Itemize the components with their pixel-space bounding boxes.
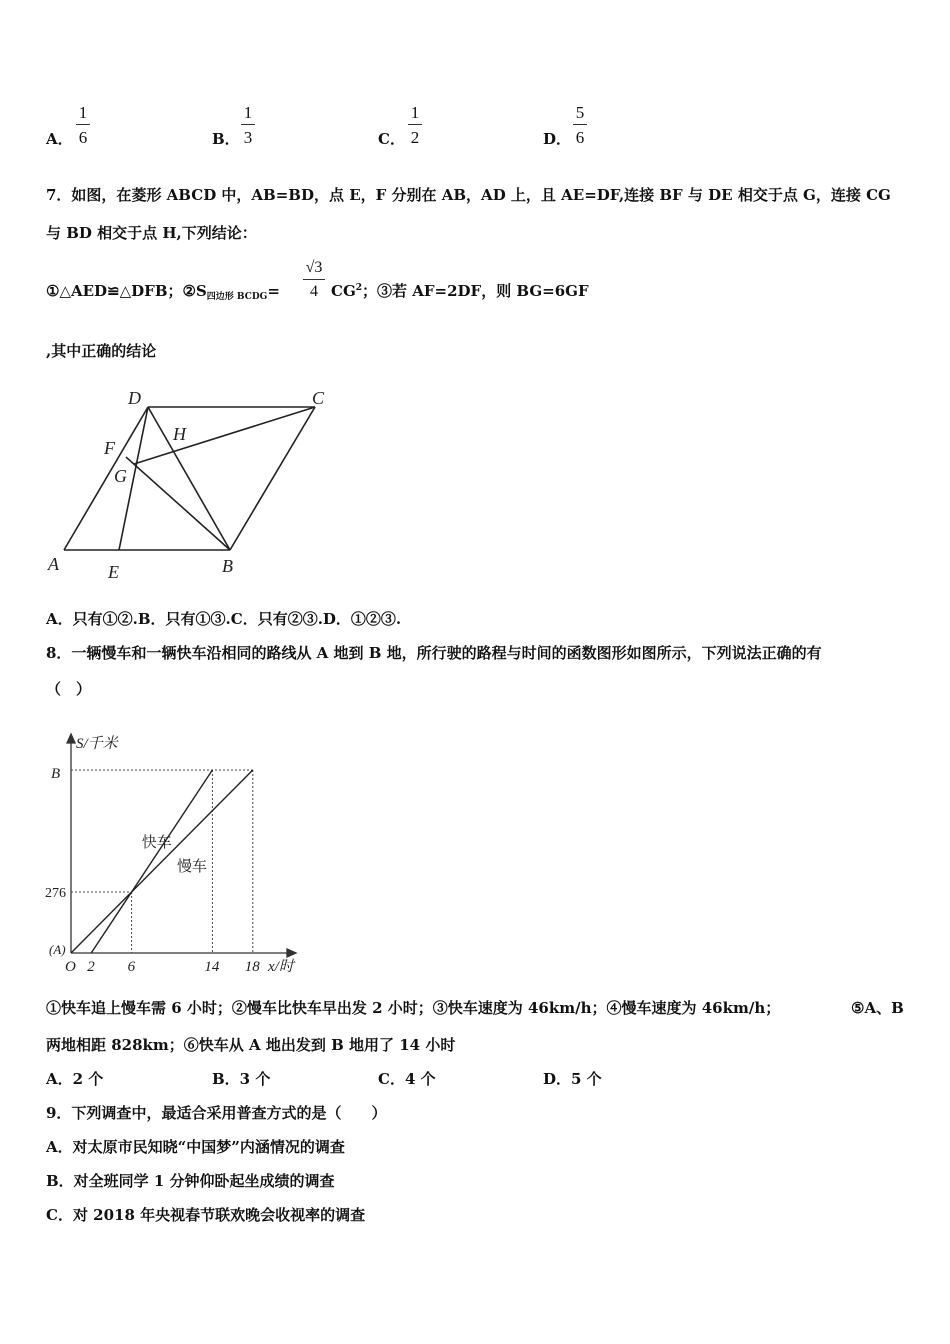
segment-bf bbox=[126, 457, 230, 550]
q8-option-b: B．3 个 bbox=[212, 1070, 271, 1088]
q8-statements-line2: 两地相距 828km；⑥快车从 A 地出发到 B 地用了 14 小时 bbox=[46, 1036, 456, 1054]
x-tick-label: 6 bbox=[127, 959, 136, 975]
q7-sqrt3-fraction bbox=[303, 260, 325, 300]
q8-question-line2: （ ） bbox=[46, 680, 92, 698]
label-e: E bbox=[108, 562, 119, 582]
q7-conclusion-part3: ；③若 AF=2DF，则 BG=6GF bbox=[362, 282, 589, 300]
sqrt3-numerator: √3 bbox=[305, 259, 323, 276]
denominator: 4 bbox=[310, 283, 318, 300]
q6-option-a-fraction bbox=[76, 104, 90, 146]
label-a: A bbox=[48, 554, 59, 574]
q8-question-line1: 8．一辆慢车和一辆快车沿相同的路线从 A 地到 B 地，所行驶的路程与时间的函数图形如图所示，下列说法正确的有 bbox=[46, 644, 822, 662]
q7-conclusion-cg: CG bbox=[331, 282, 356, 300]
y-axis-title: S/千米 bbox=[76, 736, 118, 752]
q7-conclusions bbox=[46, 282, 280, 302]
x-axis-title: x/时 bbox=[268, 959, 294, 975]
series-label-fast-car: 快车 bbox=[141, 834, 172, 851]
q9-option-c: C．对 2018 年央视春节联欢晚会收视率的调查 bbox=[46, 1206, 366, 1224]
q7-rhombus-figure bbox=[40, 382, 340, 587]
start-point-label: (A) bbox=[49, 942, 66, 957]
q6-option-b-fraction bbox=[241, 104, 255, 146]
q6-option-c-fraction bbox=[408, 104, 422, 146]
label-h: H bbox=[173, 424, 186, 444]
q7-conclusion-eq: = bbox=[267, 282, 280, 300]
origin-label: O bbox=[65, 959, 76, 975]
label-g: G bbox=[114, 466, 127, 486]
q8-distance-time-chart bbox=[40, 728, 310, 983]
y-axis-arrow bbox=[67, 734, 75, 743]
denominator: 6 bbox=[78, 128, 88, 147]
y-top-label: B bbox=[51, 766, 61, 782]
q8-statement-5-start: ⑤A、B bbox=[851, 999, 904, 1017]
denominator: 6 bbox=[575, 128, 585, 147]
side-bc bbox=[230, 407, 315, 550]
q6-option-d-fraction bbox=[573, 104, 587, 146]
q6-option-c-label: C． bbox=[378, 130, 405, 148]
q7-conclusion-sup: 2 bbox=[355, 283, 363, 293]
numerator: 1 bbox=[243, 103, 253, 122]
q6-option-a-label: A． bbox=[46, 130, 73, 148]
x-tick-label: 2 bbox=[87, 959, 95, 975]
q7-question-line1: 7．如图，在菱形 ABCD 中，AB=BD，点 E，F 分别在 AB，AD 上，且 AE=DF,连接 BF 与 DE 相交于点 G，连接 CG bbox=[46, 186, 891, 204]
q7-prompt: ,其中正确的结论 bbox=[46, 342, 157, 360]
segment-bd bbox=[148, 407, 230, 550]
x-axis-arrow bbox=[287, 949, 296, 957]
q9-option-b: B．对全班同学 1 分钟仰卧起坐成绩的调查 bbox=[46, 1172, 335, 1190]
denominator: 2 bbox=[410, 128, 420, 147]
series-label-slow-car: 慢车 bbox=[177, 859, 208, 876]
label-d: D bbox=[128, 388, 141, 408]
q7-question-line2: 与 BD 相交于点 H,下列结论： bbox=[46, 224, 257, 242]
q6-option-d-label: D． bbox=[543, 130, 572, 148]
series-line-slow-car bbox=[71, 770, 253, 953]
q8-option-c: C．4 个 bbox=[378, 1070, 436, 1088]
x-tick-label: 18 bbox=[244, 959, 260, 975]
q8-option-a: A．2 个 bbox=[46, 1070, 104, 1088]
q8-option-d: D．5 个 bbox=[543, 1070, 602, 1088]
label-c: C bbox=[312, 388, 325, 408]
label-f: F bbox=[104, 438, 115, 458]
q9-question: 9．下列调查中，最适合采用普查方式的是（ ） bbox=[46, 1104, 387, 1122]
q6-option-b-label: B． bbox=[212, 130, 240, 148]
q7-conclusion-subscript: 四边形 BCDG bbox=[206, 292, 268, 302]
side-da bbox=[64, 407, 148, 550]
x-tick-label: 14 bbox=[204, 959, 220, 975]
numerator: 5 bbox=[575, 103, 585, 122]
numerator: 1 bbox=[78, 103, 88, 122]
segment-cg bbox=[134, 407, 315, 464]
q7-conclusion-part1: ①△AED≌△DFB；②S bbox=[46, 282, 207, 300]
q7-conclusions-rest bbox=[331, 284, 589, 299]
y-tick-label: 276 bbox=[45, 886, 66, 901]
denominator: 3 bbox=[243, 128, 253, 147]
label-b: B bbox=[222, 556, 233, 576]
q7-answer-options: A．只有①②.B．只有①③.C．只有②③.D．①②③. bbox=[46, 610, 402, 628]
q9-option-a: A．对太原市民知晓“中国梦”内涵情况的调查 bbox=[46, 1138, 345, 1156]
q8-statements-line1: ①快车追上慢车需 6 小时；②慢车比快车早出发 2 小时；③快车速度为 46km/h；④慢车速度为 46km/h； bbox=[46, 999, 781, 1017]
numerator: 1 bbox=[410, 103, 420, 122]
